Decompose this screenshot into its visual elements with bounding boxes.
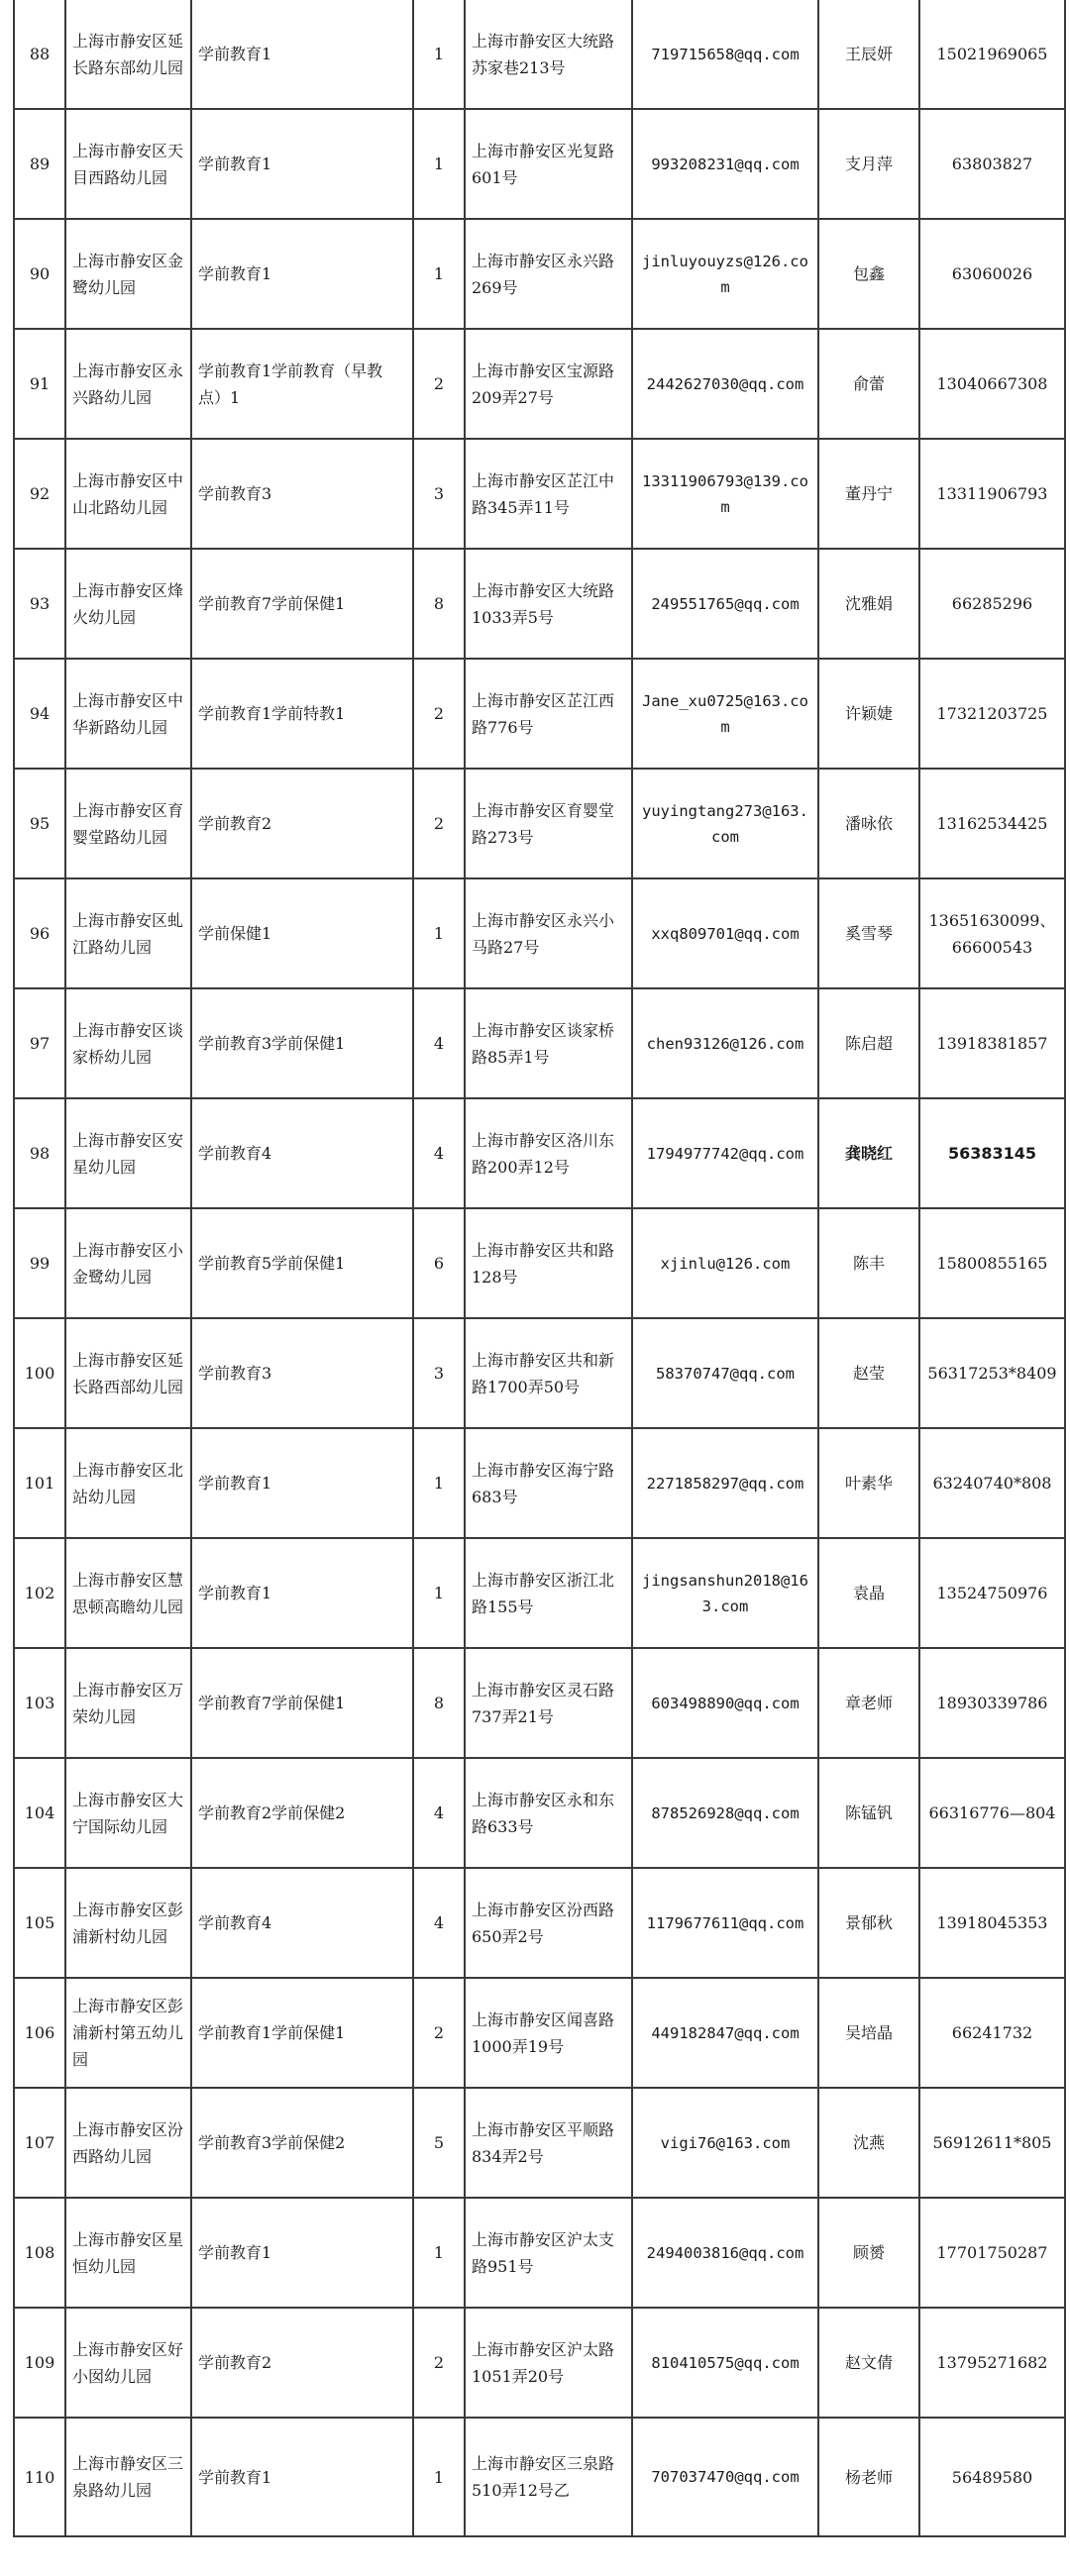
phone-cell: 17321203725 bbox=[919, 659, 1065, 769]
school-name-cell: 上海市静安区星恒幼儿园 bbox=[65, 2198, 191, 2308]
phone-cell: 56317253*8409 bbox=[919, 1318, 1065, 1428]
school-name-cell: 上海市静安区天目西路幼儿园 bbox=[65, 109, 191, 219]
table-row bbox=[14, 2088, 1065, 2198]
count-cell: 1 bbox=[413, 1538, 465, 1648]
phone-cell: 56383145 bbox=[919, 1098, 1065, 1208]
position-cell: 学前教育2 bbox=[191, 2308, 413, 2418]
count-cell: 4 bbox=[413, 1868, 465, 1978]
position-cell: 学前教育1学前保健1 bbox=[191, 1978, 413, 2088]
contact-person-cell: 包鑫 bbox=[818, 219, 919, 329]
school-name-cell: 上海市静安区慧思顿高瞻幼儿园 bbox=[65, 1538, 191, 1648]
contact-person-cell: 叶素华 bbox=[818, 1428, 919, 1538]
school-name-cell: 上海市静安区延长路西部幼儿园 bbox=[65, 1318, 191, 1428]
position-cell: 学前教育1 bbox=[191, 219, 413, 329]
row-number-cell: 109 bbox=[14, 2308, 65, 2418]
email-cell: yuyingtang273@163.com bbox=[632, 769, 818, 878]
school-name-cell: 上海市静安区延长路东部幼儿园 bbox=[65, 0, 191, 109]
table-row bbox=[14, 1538, 1065, 1648]
school-name-cell: 上海市静安区大宁国际幼儿园 bbox=[65, 1758, 191, 1868]
school-name-cell: 上海市静安区谈家桥幼儿园 bbox=[65, 988, 191, 1098]
contact-person-cell: 陈锰钒 bbox=[818, 1758, 919, 1868]
row-number-cell: 110 bbox=[14, 2418, 65, 2536]
table-body bbox=[14, 0, 1065, 2536]
row-number-cell: 105 bbox=[14, 1868, 65, 1978]
address-cell: 上海市静安区海宁路683号 bbox=[465, 1428, 632, 1538]
row-number-cell: 92 bbox=[14, 439, 65, 549]
count-cell: 8 bbox=[413, 549, 465, 659]
contact-person-cell: 杨老师 bbox=[818, 2418, 919, 2536]
position-cell: 学前教育1 bbox=[191, 1428, 413, 1538]
address-cell: 上海市静安区沪太支路951号 bbox=[465, 2198, 632, 2308]
table-row bbox=[14, 769, 1065, 878]
school-name-cell: 上海市静安区金鹭幼儿园 bbox=[65, 219, 191, 329]
phone-cell: 17701750287 bbox=[919, 2198, 1065, 2308]
phone-cell: 15800855165 bbox=[919, 1208, 1065, 1318]
contact-person-cell: 董丹宁 bbox=[818, 439, 919, 549]
email-cell: jingsanshun2018@163.com bbox=[632, 1538, 818, 1648]
count-cell: 4 bbox=[413, 1098, 465, 1208]
position-cell: 学前教育5学前保健1 bbox=[191, 1208, 413, 1318]
position-cell: 学前教育1 bbox=[191, 2198, 413, 2308]
address-cell: 上海市静安区芷江中路345弄11号 bbox=[465, 439, 632, 549]
contact-person-cell: 顾赟 bbox=[818, 2198, 919, 2308]
email-cell: vigi76@163.com bbox=[632, 2088, 818, 2198]
count-cell: 6 bbox=[413, 1208, 465, 1318]
email-cell: 1794977742@qq.com bbox=[632, 1098, 818, 1208]
address-cell: 上海市静安区永兴路269号 bbox=[465, 219, 632, 329]
row-number-cell: 88 bbox=[14, 0, 65, 109]
address-cell: 上海市静安区谈家桥路85弄1号 bbox=[465, 988, 632, 1098]
phone-cell: 13162534425 bbox=[919, 769, 1065, 878]
email-cell: 707037470@qq.com bbox=[632, 2418, 818, 2536]
contact-person-cell: 奚雪琴 bbox=[818, 878, 919, 988]
phone-cell: 66241732 bbox=[919, 1978, 1065, 2088]
school-name-cell: 上海市静安区虬江路幼儿园 bbox=[65, 878, 191, 988]
address-cell: 上海市静安区光复路601号 bbox=[465, 109, 632, 219]
email-cell: xjinlu@126.com bbox=[632, 1208, 818, 1318]
phone-cell: 13524750976 bbox=[919, 1538, 1065, 1648]
contact-person-cell: 俞蕾 bbox=[818, 329, 919, 439]
email-cell: xxq809701@qq.com bbox=[632, 878, 818, 988]
address-cell: 上海市静安区育婴堂路273号 bbox=[465, 769, 632, 878]
address-cell: 上海市静安区大统路1033弄5号 bbox=[465, 549, 632, 659]
count-cell: 4 bbox=[413, 988, 465, 1098]
position-cell: 学前教育1 bbox=[191, 2418, 413, 2536]
table-row bbox=[14, 1648, 1065, 1758]
row-number-cell: 96 bbox=[14, 878, 65, 988]
count-cell: 2 bbox=[413, 329, 465, 439]
phone-cell: 13311906793 bbox=[919, 439, 1065, 549]
row-number-cell: 108 bbox=[14, 2198, 65, 2308]
address-cell: 上海市静安区共和路128号 bbox=[465, 1208, 632, 1318]
email-cell: 719715658@qq.com bbox=[632, 0, 818, 109]
contact-person-cell: 陈丰 bbox=[818, 1208, 919, 1318]
school-name-cell: 上海市静安区中华新路幼儿园 bbox=[65, 659, 191, 769]
table-row bbox=[14, 0, 1065, 109]
table-row bbox=[14, 549, 1065, 659]
school-name-cell: 上海市静安区彭浦新村第五幼儿园 bbox=[65, 1978, 191, 2088]
position-cell: 学前教育1 bbox=[191, 0, 413, 109]
email-cell: 2442627030@qq.com bbox=[632, 329, 818, 439]
email-cell: chen93126@126.com bbox=[632, 988, 818, 1098]
row-number-cell: 104 bbox=[14, 1758, 65, 1868]
phone-cell: 66316776—804 bbox=[919, 1758, 1065, 1868]
row-number-cell: 93 bbox=[14, 549, 65, 659]
table-row bbox=[14, 109, 1065, 219]
phone-cell: 66285296 bbox=[919, 549, 1065, 659]
email-cell: 249551765@qq.com bbox=[632, 549, 818, 659]
table-row bbox=[14, 988, 1065, 1098]
position-cell: 学前教育1 bbox=[191, 1538, 413, 1648]
phone-cell: 63060026 bbox=[919, 219, 1065, 329]
address-cell: 上海市静安区汾西路650弄2号 bbox=[465, 1868, 632, 1978]
table-row bbox=[14, 2418, 1065, 2536]
school-name-cell: 上海市静安区安星幼儿园 bbox=[65, 1098, 191, 1208]
table-row bbox=[14, 878, 1065, 988]
table-row bbox=[14, 1868, 1065, 1978]
position-cell: 学前保健1 bbox=[191, 878, 413, 988]
recruitment-table bbox=[13, 0, 1066, 2537]
count-cell: 1 bbox=[413, 109, 465, 219]
phone-cell: 13651630099、66600543 bbox=[919, 878, 1065, 988]
address-cell: 上海市静安区闻喜路1000弄19号 bbox=[465, 1978, 632, 2088]
table-row bbox=[14, 1318, 1065, 1428]
contact-person-cell: 龚晓红 bbox=[818, 1098, 919, 1208]
email-cell: 878526928@qq.com bbox=[632, 1758, 818, 1868]
email-cell: 449182847@qq.com bbox=[632, 1978, 818, 2088]
contact-person-cell: 赵文倩 bbox=[818, 2308, 919, 2418]
position-cell: 学前教育1学前特教1 bbox=[191, 659, 413, 769]
count-cell: 5 bbox=[413, 2088, 465, 2198]
count-cell: 1 bbox=[413, 878, 465, 988]
address-cell: 上海市静安区永和东路633号 bbox=[465, 1758, 632, 1868]
position-cell: 学前教育4 bbox=[191, 1868, 413, 1978]
count-cell: 1 bbox=[413, 219, 465, 329]
school-name-cell: 上海市静安区好小囡幼儿园 bbox=[65, 2308, 191, 2418]
email-cell: 13311906793@139.com bbox=[632, 439, 818, 549]
position-cell: 学前教育3 bbox=[191, 1318, 413, 1428]
phone-cell: 18930339786 bbox=[919, 1648, 1065, 1758]
contact-person-cell: 支月萍 bbox=[818, 109, 919, 219]
row-number-cell: 89 bbox=[14, 109, 65, 219]
position-cell: 学前教育7学前保健1 bbox=[191, 549, 413, 659]
address-cell: 上海市静安区沪太路1051弄20号 bbox=[465, 2308, 632, 2418]
table-row bbox=[14, 1758, 1065, 1868]
school-name-cell: 上海市静安区三泉路幼儿园 bbox=[65, 2418, 191, 2536]
row-number-cell: 95 bbox=[14, 769, 65, 878]
address-cell: 上海市静安区洛川东路200弄12号 bbox=[465, 1098, 632, 1208]
count-cell: 2 bbox=[413, 2308, 465, 2418]
table-row bbox=[14, 1098, 1065, 1208]
contact-person-cell: 许颖婕 bbox=[818, 659, 919, 769]
email-cell: jinluyouyzs@126.com bbox=[632, 219, 818, 329]
school-name-cell: 上海市静安区北站幼儿园 bbox=[65, 1428, 191, 1538]
school-name-cell: 上海市静安区烽火幼儿园 bbox=[65, 549, 191, 659]
row-number-cell: 99 bbox=[14, 1208, 65, 1318]
phone-cell: 56912611*805 bbox=[919, 2088, 1065, 2198]
row-number-cell: 102 bbox=[14, 1538, 65, 1648]
school-name-cell: 上海市静安区彭浦新村幼儿园 bbox=[65, 1868, 191, 1978]
email-cell: 2271858297@qq.com bbox=[632, 1428, 818, 1538]
phone-cell: 13918045353 bbox=[919, 1868, 1065, 1978]
contact-person-cell: 吴培晶 bbox=[818, 1978, 919, 2088]
contact-person-cell: 沈燕 bbox=[818, 2088, 919, 2198]
count-cell: 2 bbox=[413, 1978, 465, 2088]
phone-cell: 63803827 bbox=[919, 109, 1065, 219]
row-number-cell: 97 bbox=[14, 988, 65, 1098]
count-cell: 3 bbox=[413, 1318, 465, 1428]
position-cell: 学前教育7学前保健1 bbox=[191, 1648, 413, 1758]
school-name-cell: 上海市静安区永兴路幼儿园 bbox=[65, 329, 191, 439]
row-number-cell: 103 bbox=[14, 1648, 65, 1758]
count-cell: 4 bbox=[413, 1758, 465, 1868]
position-cell: 学前教育2 bbox=[191, 769, 413, 878]
row-number-cell: 94 bbox=[14, 659, 65, 769]
table-row bbox=[14, 329, 1065, 439]
table-row bbox=[14, 1978, 1065, 2088]
school-name-cell: 上海市静安区万荣幼儿园 bbox=[65, 1648, 191, 1758]
contact-person-cell: 章老师 bbox=[818, 1648, 919, 1758]
contact-person-cell: 王辰妍 bbox=[818, 0, 919, 109]
table-row bbox=[14, 2308, 1065, 2418]
contact-person-cell: 赵莹 bbox=[818, 1318, 919, 1428]
email-cell: 2494003816@qq.com bbox=[632, 2198, 818, 2308]
email-cell: 58370747@qq.com bbox=[632, 1318, 818, 1428]
email-cell: Jane_xu0725@163.com bbox=[632, 659, 818, 769]
phone-cell: 15021969065 bbox=[919, 0, 1065, 109]
count-cell: 1 bbox=[413, 1428, 465, 1538]
position-cell: 学前教育4 bbox=[191, 1098, 413, 1208]
position-cell: 学前教育3学前保健1 bbox=[191, 988, 413, 1098]
row-number-cell: 98 bbox=[14, 1098, 65, 1208]
email-cell: 1179677611@qq.com bbox=[632, 1868, 818, 1978]
address-cell: 上海市静安区灵石路737弄21号 bbox=[465, 1648, 632, 1758]
address-cell: 上海市静安区大统路苏家巷213号 bbox=[465, 0, 632, 109]
count-cell: 1 bbox=[413, 2418, 465, 2536]
count-cell: 1 bbox=[413, 2198, 465, 2308]
contact-person-cell: 陈启超 bbox=[818, 988, 919, 1098]
contact-person-cell: 景郁秋 bbox=[818, 1868, 919, 1978]
school-name-cell: 上海市静安区育婴堂路幼儿园 bbox=[65, 769, 191, 878]
table-row bbox=[14, 2198, 1065, 2308]
row-number-cell: 101 bbox=[14, 1428, 65, 1538]
address-cell: 上海市静安区三泉路510弄12号乙 bbox=[465, 2418, 632, 2536]
email-cell: 603498890@qq.com bbox=[632, 1648, 818, 1758]
address-cell: 上海市静安区芷江西路776号 bbox=[465, 659, 632, 769]
table-row bbox=[14, 439, 1065, 549]
count-cell: 1 bbox=[413, 0, 465, 109]
contact-person-cell: 袁晶 bbox=[818, 1538, 919, 1648]
count-cell: 2 bbox=[413, 769, 465, 878]
row-number-cell: 107 bbox=[14, 2088, 65, 2198]
row-number-cell: 91 bbox=[14, 329, 65, 439]
phone-cell: 63240740*808 bbox=[919, 1428, 1065, 1538]
position-cell: 学前教育1 bbox=[191, 109, 413, 219]
address-cell: 上海市静安区共和新路1700弄50号 bbox=[465, 1318, 632, 1428]
phone-cell: 13795271682 bbox=[919, 2308, 1065, 2418]
count-cell: 3 bbox=[413, 439, 465, 549]
school-name-cell: 上海市静安区小金鹭幼儿园 bbox=[65, 1208, 191, 1318]
phone-cell: 13918381857 bbox=[919, 988, 1065, 1098]
address-cell: 上海市静安区平顺路834弄2号 bbox=[465, 2088, 632, 2198]
position-cell: 学前教育3学前保健2 bbox=[191, 2088, 413, 2198]
table-row bbox=[14, 1208, 1065, 1318]
row-number-cell: 106 bbox=[14, 1978, 65, 2088]
position-cell: 学前教育1学前教育（早教点）1 bbox=[191, 329, 413, 439]
contact-person-cell: 沈雅娟 bbox=[818, 549, 919, 659]
count-cell: 8 bbox=[413, 1648, 465, 1758]
row-number-cell: 90 bbox=[14, 219, 65, 329]
table-row bbox=[14, 1428, 1065, 1538]
school-name-cell: 上海市静安区中山北路幼儿园 bbox=[65, 439, 191, 549]
position-cell: 学前教育2学前保健2 bbox=[191, 1758, 413, 1868]
row-number-cell: 100 bbox=[14, 1318, 65, 1428]
address-cell: 上海市静安区浙江北路155号 bbox=[465, 1538, 632, 1648]
contact-person-cell: 潘咏依 bbox=[818, 769, 919, 878]
email-cell: 810410575@qq.com bbox=[632, 2308, 818, 2418]
address-cell: 上海市静安区宝源路209弄27号 bbox=[465, 329, 632, 439]
table-row bbox=[14, 659, 1065, 769]
count-cell: 2 bbox=[413, 659, 465, 769]
school-name-cell: 上海市静安区汾西路幼儿园 bbox=[65, 2088, 191, 2198]
address-cell: 上海市静安区永兴小马路27号 bbox=[465, 878, 632, 988]
phone-cell: 13040667308 bbox=[919, 329, 1065, 439]
table-row bbox=[14, 219, 1065, 329]
email-cell: 993208231@qq.com bbox=[632, 109, 818, 219]
position-cell: 学前教育3 bbox=[191, 439, 413, 549]
phone-cell: 56489580 bbox=[919, 2418, 1065, 2536]
